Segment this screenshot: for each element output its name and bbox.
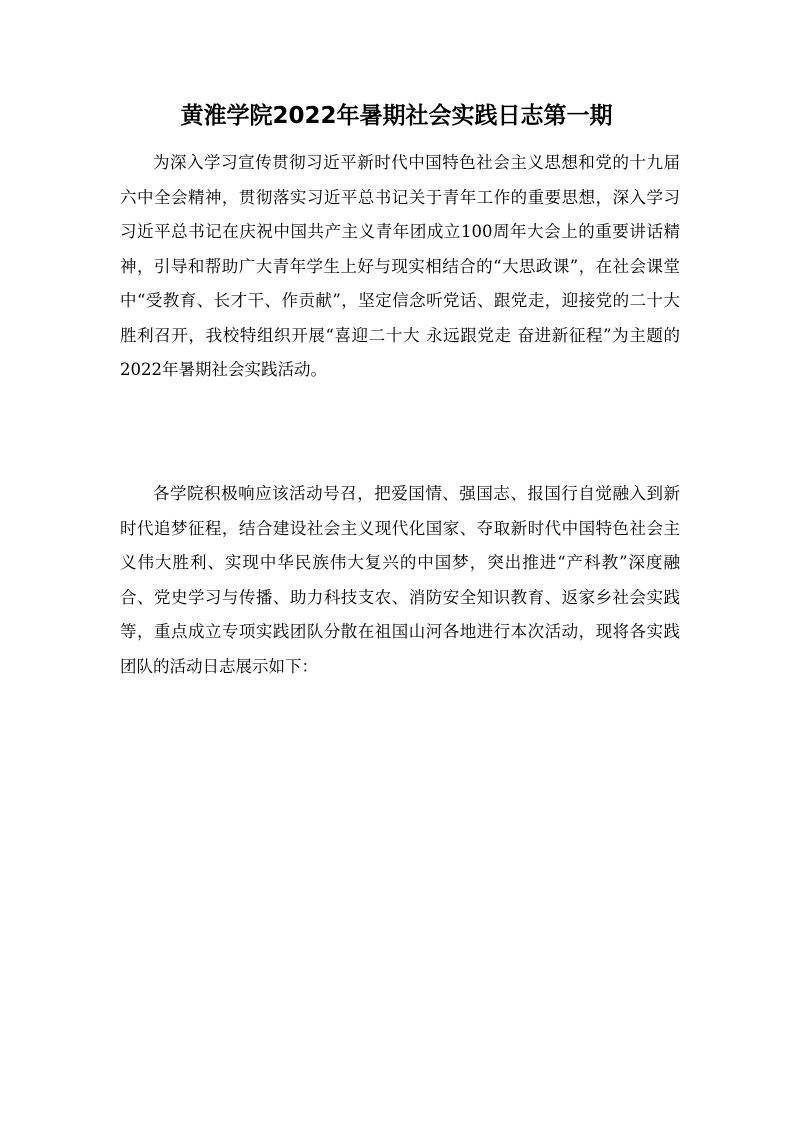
paragraph-intro: 为深入学习宣传贯彻习近平新时代中国特色社会主义思想和党的十九届六中全会精神，贯彻落实习近平总书记关于青年工作的重要思想，深入学习习近平总书记在庆祝中国共产主义青年团成立100周年大会上的重要讲话精神，引导和帮助广大青年学生上好与现实相结合的“大思政课”，在社会课堂中“受教育、长才干、作贡献”，坚定信念听党话、跟党走，迎接党的二十大胜利召开，我校特组织开展“喜迎二十大 永远跟党走 奋进新征程”为主题的2022年暑期社会实践活动。	[120, 153, 680, 379]
paragraph-activities: 各学院积极响应该活动号召，把爱国情、强国志、报国行自觉融入到新时代追梦征程，结合建设社会主义现代化国家、夺取新时代中国特色社会主义伟大胜利、实现中华民族伟大复兴的中国梦，突出推进“产科教”深度融合、党史学习与传播、助力科技支农、消防安全知识教育、返家乡社会实践等，重点成立专项实践团队分散在祖国山河各地进行本次活动，现将各实践团队的活动日志展示如下：	[120, 484, 680, 676]
document-title: 黄淮学院2022年暑期社会实践日志第一期	[180, 103, 613, 129]
